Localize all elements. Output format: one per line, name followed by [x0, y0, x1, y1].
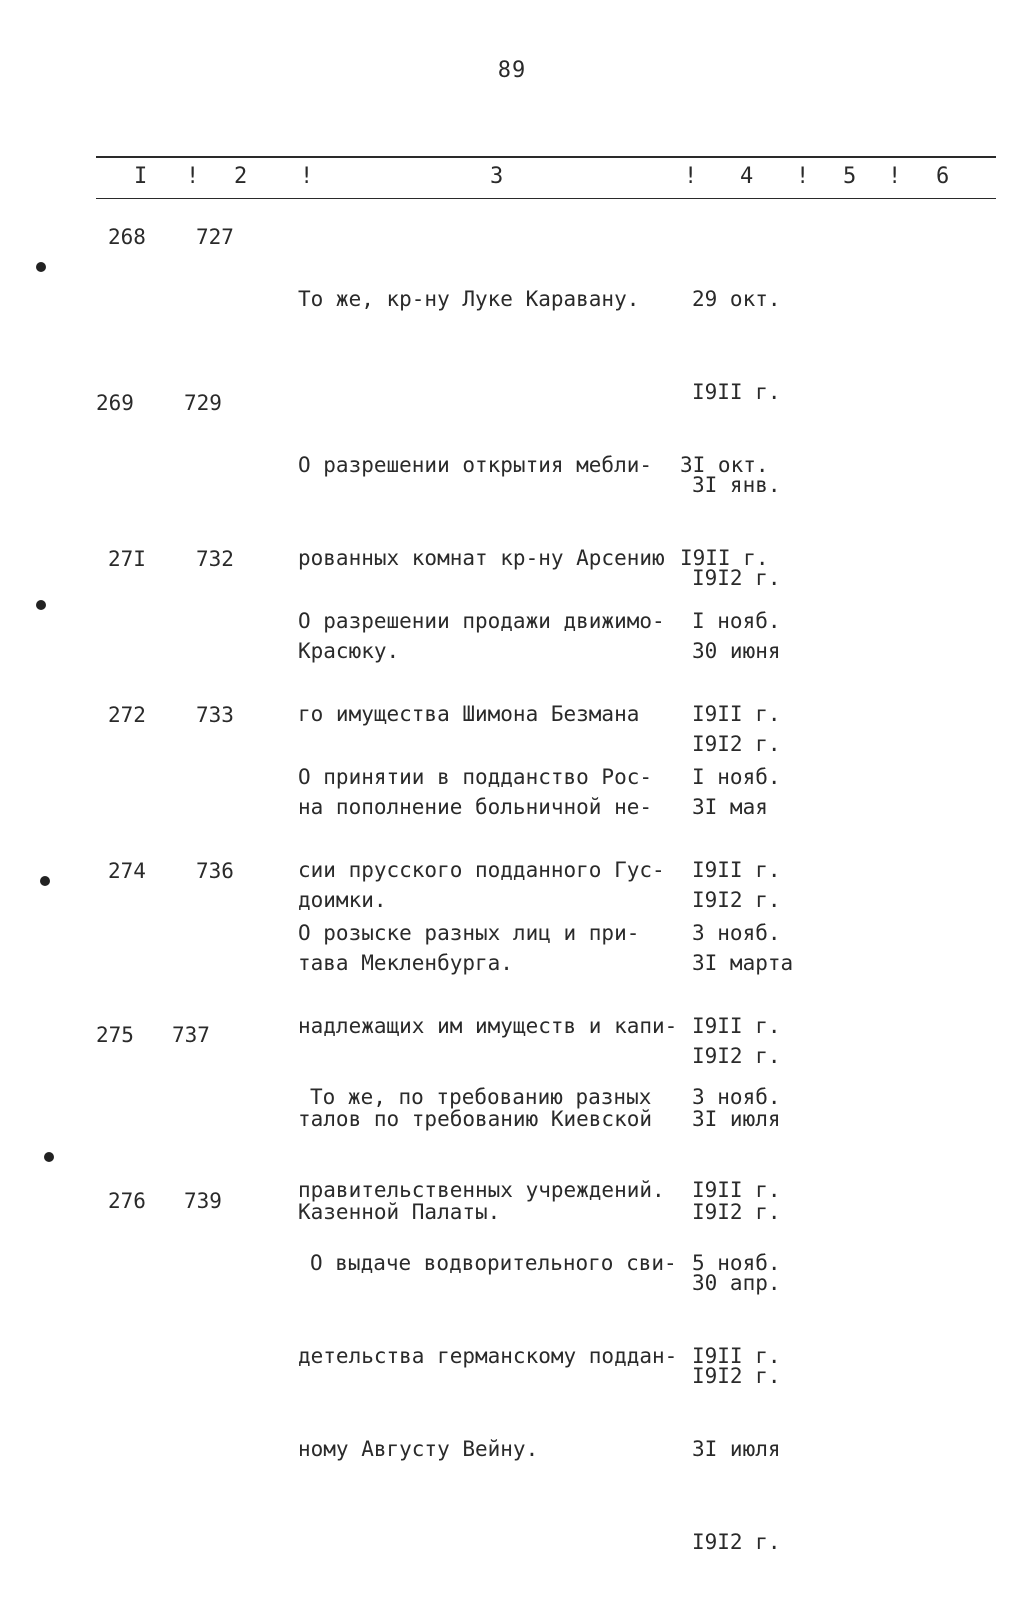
date-line: I9II г. [692, 1014, 781, 1038]
page-number: 89 [497, 58, 527, 83]
file-number: 732 [196, 547, 234, 571]
file-number: 739 [184, 1189, 222, 1213]
entry-number: 274 [108, 859, 146, 883]
date-line: I9II г. [692, 858, 781, 882]
description-line: ному Августу Вейну. [298, 1437, 539, 1461]
date-line: 3I июля [692, 1107, 781, 1131]
header-col-5: 5 [843, 164, 857, 189]
date-line: I9I2 г. [692, 732, 781, 756]
description-line: тава Мекленбурга. [298, 951, 513, 975]
description-line: сии прусского подданного Гус- [298, 858, 665, 882]
header-col-6: 6 [936, 164, 950, 189]
entry-number: 269 [96, 391, 134, 415]
description-line: О выдаче водворительного сви- [310, 1251, 677, 1275]
file-number: 736 [196, 859, 234, 883]
description-line: О принятии в подданство Рос- [298, 765, 653, 789]
description-line: детельства германскому поддан- [298, 1344, 678, 1368]
description-line: го имущества Шимона Безмана [298, 702, 640, 726]
entry-dates [692, 1186, 781, 1620]
date-line: I9II г. [692, 1344, 781, 1368]
file-number: 727 [196, 225, 234, 249]
date-line: I9I2 г. [692, 1530, 781, 1554]
description-line: О розыске разных лиц и при- [298, 921, 640, 945]
date-line: I9I2 г. [692, 1200, 781, 1224]
file-number: 733 [196, 703, 234, 727]
entry-number: 276 [108, 1189, 146, 1213]
date-line: 3I марта [692, 951, 794, 975]
header-col-4: 4 [740, 164, 754, 189]
date-line: I9I2 г. [692, 566, 781, 590]
date-line: 30 апр. [692, 1271, 781, 1295]
date-line: I9II г. [692, 380, 781, 404]
date-line: I9II г. [680, 546, 769, 570]
description-line: О разрешении открытия мебли- [298, 453, 653, 477]
date-line: 3 нояб. [692, 1085, 781, 1109]
description-line: То же, кр-ну Луке Каравану. [298, 287, 640, 311]
punch-hole-mark [36, 262, 46, 272]
table-top-rule [96, 156, 996, 158]
description-line: надлежащих им имуществ и капи- [298, 1014, 678, 1038]
date-line: 3I окт. [680, 453, 769, 477]
date-line: 29 окт. [692, 287, 781, 311]
date-line: 3I янв. [692, 473, 781, 497]
date-line: I9I2 г. [692, 1044, 781, 1068]
file-number: 737 [172, 1023, 210, 1047]
description-line: То же, по требованию разных [310, 1085, 652, 1109]
header-separator: ! [888, 164, 902, 189]
header-col-3: 3 [490, 164, 504, 189]
punch-hole-mark [36, 600, 46, 610]
table-header-rule [96, 198, 996, 199]
header-separator: ! [796, 164, 810, 189]
description-line: талов по требованию Киевской [298, 1107, 653, 1131]
date-line: I9II г. [692, 1178, 781, 1202]
description-line: доимки. [298, 888, 387, 912]
description-line: Красюку. [298, 639, 400, 663]
date-line: I9I2 г. [692, 888, 781, 912]
header-separator: ! [684, 164, 698, 189]
date-line: 3I мая [692, 795, 768, 819]
date-line: 3 нояб. [692, 921, 781, 945]
description-line: Казенной Палаты. [298, 1200, 501, 1224]
punch-hole-mark [44, 1152, 54, 1162]
date-line: 30 июня [692, 639, 781, 663]
date-line: 3I июля [692, 1437, 781, 1461]
header-col-1: I [134, 164, 148, 189]
entry-number: 27I [108, 547, 146, 571]
entry-number: 275 [96, 1023, 134, 1047]
entry-description [298, 1186, 677, 1527]
date-line: I нояб. [692, 765, 781, 789]
date-line: 5 нояб. [692, 1251, 781, 1275]
entry-number: 272 [108, 703, 146, 727]
entry-number: 268 [108, 225, 146, 249]
description-line: на пополнение больничной не- [298, 795, 653, 819]
punch-hole-mark [40, 876, 50, 886]
date-line: I9II г. [692, 702, 781, 726]
header-separator: ! [186, 164, 200, 189]
entry-description [298, 222, 639, 377]
file-number: 729 [184, 391, 222, 415]
date-line: I9I2 г. [692, 1364, 781, 1388]
description-line: О разрешении продажи движимо- [298, 609, 665, 633]
description-line: рованных комнат кр-ну Арсению [298, 546, 665, 570]
description-line: правительственных учреждений. [298, 1178, 665, 1202]
date-line: I нояб. [692, 609, 781, 633]
header-col-2: 2 [234, 164, 248, 189]
header-separator: ! [300, 164, 314, 189]
